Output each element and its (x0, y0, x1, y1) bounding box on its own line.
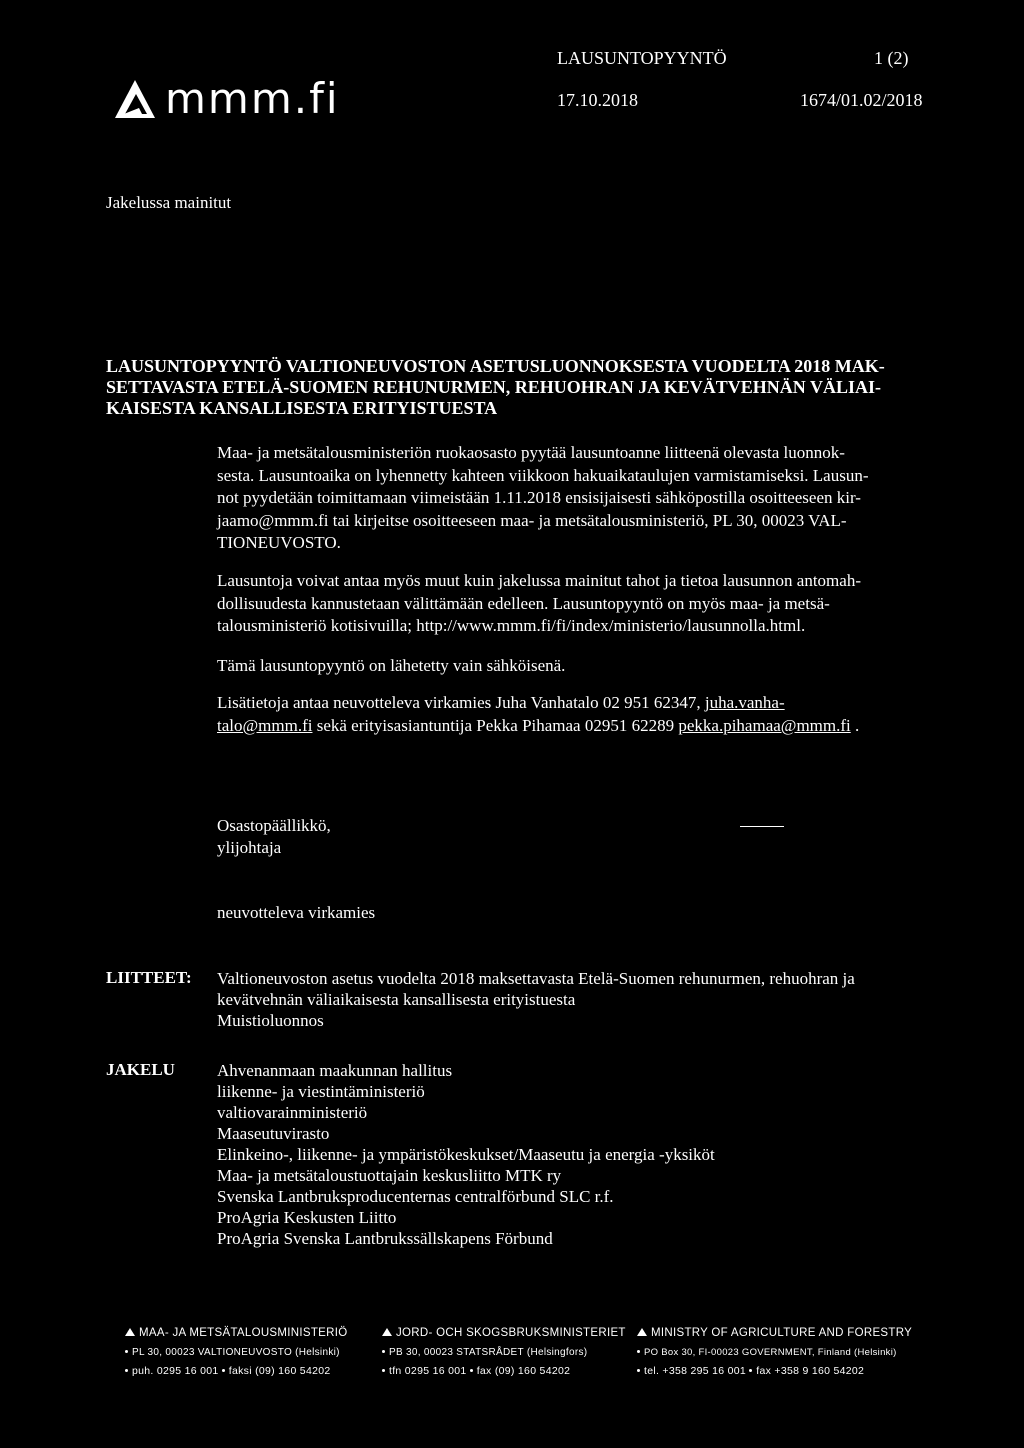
distribution-list (217, 1060, 947, 1249)
bullet-icon (637, 1369, 640, 1372)
doc-date: 17.10.2018 (557, 90, 638, 110)
triangle-icon (125, 1328, 135, 1336)
bullet-icon (125, 1369, 128, 1372)
bullet-icon (637, 1350, 640, 1353)
triangle-icon (382, 1328, 392, 1336)
title-line: LAUSUNTOPYYNTÖ VALTIONEUVOSTON ASETUSLUONNOKSESTA VUODELTA 2018 MAK- (106, 356, 885, 376)
doc-type: LAUSUNTOPYYNTÖ (557, 48, 727, 68)
footer-swedish: JORD- OCH SKOGSBRUKSMINISTERIET PB 30, 00023 STATSRÅDET (Helsingfors) tfn 0295 16 001 fax (09) 160 54202 (382, 1324, 626, 1381)
list-item: Elinkeino-, liikenne- ja ympäristökeskukset/Maaseutu ja energia -yksiköt (217, 1145, 715, 1164)
footer-english: MINISTRY OF AGRICULTURE AND FORESTRY PO Box 30, FI-00023 GOVERNMENT, Finland (Helsinki) tel. +358 295 16 001 fax +358 9 160 54202 (637, 1324, 912, 1381)
title-line: KAISESTA KANSALLISESTA ERITYISTUESTA (106, 398, 498, 418)
page-number: 1 (2) (874, 48, 909, 68)
distribution-label: JAKELU (106, 1060, 175, 1079)
list-item: kevätvehnän väliaikaisesta kansallisesta erityistuesta (217, 990, 576, 1009)
bullet-icon (470, 1369, 473, 1372)
document-title (106, 356, 932, 419)
triangle-icon (637, 1328, 647, 1336)
list-item: Svenska Lantbruksproducenternas centralförbund SLC r.f. (217, 1187, 614, 1206)
email-link[interactable]: talo@mmm.fi (217, 715, 313, 735)
text-line: talo@mmm.fi sekä erityisasiantuntija Pekka Pihamaa 02951 62289 pekka.pihamaa@mmm.fi . (217, 715, 860, 735)
list-item: ProAgria Svenska Lantbrukssällskapens Förbund (217, 1229, 553, 1248)
bullet-icon (125, 1350, 128, 1353)
paragraph-others (217, 570, 937, 638)
ministry-logo (115, 74, 340, 123)
signature-line (740, 826, 784, 827)
text-line: dollisuudesta kannustetaan välittämään edelleen. Lausuntopyyntö on myös maa- ja metsä- (217, 593, 830, 613)
bullet-icon (382, 1369, 385, 1372)
text-line: jaamo@mmm.fi tai kirjeitse osoitteeseen maa- ja metsätalousministeriö, PL 30, 00023 VAL- (217, 510, 847, 530)
text-line: Lausuntoja voivat antaa myös muut kuin jakelussa mainitut tahot ja tietoa lausunnon antomah- (217, 571, 861, 590)
list-item: valtiovarainministeriö (217, 1103, 368, 1122)
signature-role: ylijohtaja (217, 838, 282, 857)
list-item: Maaseutuvirasto (217, 1124, 330, 1143)
paragraph-contact (217, 692, 937, 737)
text-line: talousministeriö kotisivuilla; http://www.mmm.fi/fi/index/ministerio/lausunnolla.html. (217, 616, 806, 635)
list-item: ProAgria Keskusten Liitto (217, 1208, 397, 1227)
paragraph-request (217, 442, 937, 555)
list-item: Valtioneuvoston asetus vuodelta 2018 maksettavasta Etelä-Suomen rehunurmen, rehuohran ja (217, 969, 855, 988)
bullet-icon (222, 1369, 225, 1372)
triangle-logo-icon (115, 80, 155, 118)
logo-text: mmm.fi (165, 74, 340, 123)
list-item: Ahvenanmaan maakunnan hallitus (217, 1061, 453, 1080)
attachments-label: LIITTEET: (106, 968, 192, 987)
text-line: Lisätietoja antaa neuvotteleva virkamies Juha Vanhatalo 02 951 62347, juha.vanha- (217, 693, 785, 712)
footer-finnish: MAA- JA METSÄTALOUSMINISTERIÖ PL 30, 00023 VALTIONEUVOSTO (Helsinki) puh. 0295 16 001 faksi (09) 160 54202 (125, 1324, 347, 1381)
text-line: not pyydetään toimittamaan viimeistään 1.11.2018 ensisijaisesti sähköpostilla osoitteeseen kir- (217, 488, 861, 507)
text-line: sesta. Lausuntoaika on lyhennetty kahteen viikkoon hakuaikataulujen varmistamiseksi. Lausun- (217, 465, 869, 485)
doc-reference: 1674/01.02/2018 (800, 90, 923, 110)
paragraph-electronic: Tämä lausuntopyyntö on lähetetty vain sähköisenä. (217, 656, 566, 675)
list-item: liikenne- ja viestintäministeriö (217, 1082, 425, 1101)
list-item: Muistioluonnos (217, 1011, 324, 1030)
email-link[interactable]: juha.vanha- (704, 693, 785, 712)
bullet-icon (749, 1369, 752, 1372)
list-item: Maa- ja metsätaloustuottajain keskusliitto MTK ry (217, 1166, 562, 1185)
bullet-icon (382, 1350, 385, 1353)
attachments-list (217, 968, 947, 1031)
recipient: Jakelussa mainitut (106, 193, 232, 212)
title-line: SETTAVASTA ETELÄ-SUOMEN REHUNURMEN, REHUOHRAN JA KEVÄTVEHNÄN VÄLIAI- (106, 377, 881, 397)
text-line: TIONEUVOSTO. (217, 533, 341, 552)
email-link[interactable]: pekka.pihamaa@mmm.fi (678, 715, 851, 735)
signature-role: Osastopäällikkö, (217, 816, 331, 835)
text-line: Maa- ja metsätalousministeriön ruokaosasto pyytää lausuntoanne liitteenä olevasta luonnok- (217, 443, 845, 462)
signature-role: neuvotteleva virkamies (217, 903, 376, 922)
